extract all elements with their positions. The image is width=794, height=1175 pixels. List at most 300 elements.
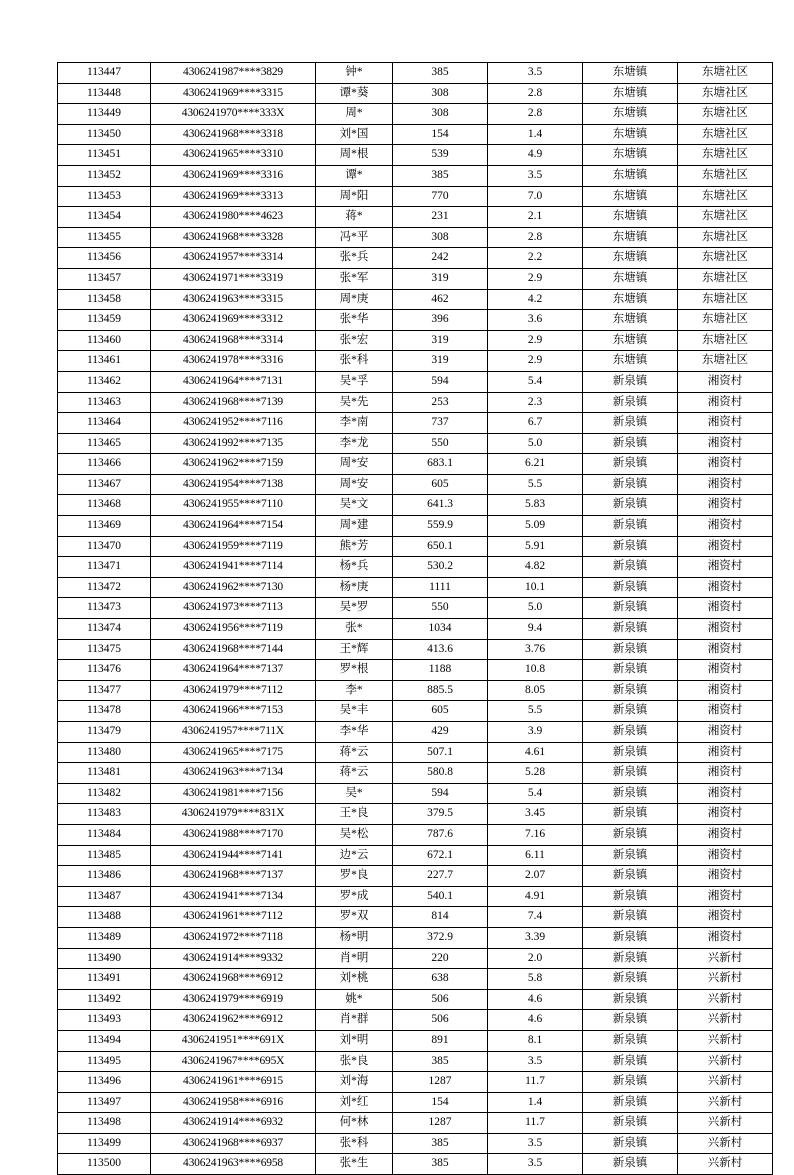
cell-rate: 5.0 [488, 598, 583, 619]
cell-town: 新泉镇 [583, 989, 678, 1010]
table-row [58, 371, 773, 392]
cell-town: 新泉镇 [583, 907, 678, 928]
cell-rate: 4.91 [488, 886, 583, 907]
cell-village: 湘资村 [678, 536, 773, 557]
cell-seq: 113452 [58, 165, 151, 186]
cell-name: 王*良 [316, 804, 393, 825]
cell-name: 罗*成 [316, 886, 393, 907]
cell-rate: 5.5 [488, 474, 583, 495]
cell-seq: 113481 [58, 763, 151, 784]
table-row [58, 742, 773, 763]
cell-rate: 2.2 [488, 248, 583, 269]
cell-amount: 154 [393, 124, 488, 145]
table-row [58, 1133, 773, 1154]
cell-id: 4306241951****691X [151, 1030, 316, 1051]
cell-village: 兴新村 [678, 1133, 773, 1154]
cell-amount: 737 [393, 413, 488, 434]
cell-village: 兴新村 [678, 1010, 773, 1031]
cell-town: 新泉镇 [583, 701, 678, 722]
cell-seq: 113464 [58, 413, 151, 434]
cell-amount: 1034 [393, 619, 488, 640]
cell-id: 4306241914****9332 [151, 948, 316, 969]
table-row [58, 289, 773, 310]
cell-seq: 113472 [58, 577, 151, 598]
cell-rate: 7.16 [488, 824, 583, 845]
cell-village: 东塘社区 [678, 330, 773, 351]
cell-name: 张*兵 [316, 248, 393, 269]
cell-id: 4306241957****3314 [151, 248, 316, 269]
cell-name: 蒋* [316, 207, 393, 228]
cell-town: 东塘镇 [583, 104, 678, 125]
cell-seq: 113495 [58, 1051, 151, 1072]
table-row [58, 433, 773, 454]
table-row [58, 454, 773, 475]
cell-village: 兴新村 [678, 1092, 773, 1113]
cell-id: 4306241981****7156 [151, 783, 316, 804]
cell-amount: 891 [393, 1030, 488, 1051]
cell-amount: 308 [393, 104, 488, 125]
cell-town: 新泉镇 [583, 371, 678, 392]
cell-name: 杨*庚 [316, 577, 393, 598]
cell-id: 4306241963****3315 [151, 289, 316, 310]
table-row [58, 145, 773, 166]
cell-id: 4306241965****7175 [151, 742, 316, 763]
table-row [58, 722, 773, 743]
cell-town: 东塘镇 [583, 248, 678, 269]
cell-name: 张*宏 [316, 330, 393, 351]
cell-id: 4306241968****7144 [151, 639, 316, 660]
cell-town: 东塘镇 [583, 268, 678, 289]
cell-town: 新泉镇 [583, 413, 678, 434]
cell-village: 湘资村 [678, 824, 773, 845]
cell-seq: 113500 [58, 1154, 151, 1175]
cell-rate: 4.6 [488, 989, 583, 1010]
cell-seq: 113453 [58, 186, 151, 207]
cell-village: 湘资村 [678, 680, 773, 701]
cell-village: 东塘社区 [678, 104, 773, 125]
cell-town: 新泉镇 [583, 1051, 678, 1072]
cell-rate: 8.1 [488, 1030, 583, 1051]
cell-rate: 4.2 [488, 289, 583, 310]
cell-village: 湘资村 [678, 516, 773, 537]
cell-id: 4306241968****6937 [151, 1133, 316, 1154]
cell-name: 罗*良 [316, 866, 393, 887]
table-row [58, 63, 773, 84]
cell-village: 湘资村 [678, 474, 773, 495]
cell-name: 杨*明 [316, 927, 393, 948]
table-row [58, 557, 773, 578]
cell-seq: 113494 [58, 1030, 151, 1051]
cell-seq: 113473 [58, 598, 151, 619]
cell-rate: 5.0 [488, 433, 583, 454]
cell-rate: 2.8 [488, 83, 583, 104]
table-row [58, 783, 773, 804]
cell-id: 4306241958****6916 [151, 1092, 316, 1113]
table-row [58, 907, 773, 928]
cell-town: 东塘镇 [583, 186, 678, 207]
cell-id: 4306241941****7134 [151, 886, 316, 907]
cell-amount: 540.1 [393, 886, 488, 907]
cell-town: 新泉镇 [583, 454, 678, 475]
table-row [58, 619, 773, 640]
cell-id: 4306241979****831X [151, 804, 316, 825]
cell-rate: 3.76 [488, 639, 583, 660]
cell-seq: 113461 [58, 351, 151, 372]
cell-seq: 113470 [58, 536, 151, 557]
table-row [58, 104, 773, 125]
cell-name: 李*华 [316, 722, 393, 743]
cell-amount: 308 [393, 227, 488, 248]
cell-village: 东塘社区 [678, 289, 773, 310]
cell-seq: 113491 [58, 969, 151, 990]
cell-id: 4306241968****3314 [151, 330, 316, 351]
cell-name: 吴*文 [316, 495, 393, 516]
cell-amount: 672.1 [393, 845, 488, 866]
cell-rate: 3.5 [488, 1133, 583, 1154]
cell-amount: 429 [393, 722, 488, 743]
cell-id: 4306241978****3316 [151, 351, 316, 372]
cell-id: 4306241968****6912 [151, 969, 316, 990]
cell-id: 4306241964****7154 [151, 516, 316, 537]
cell-amount: 1287 [393, 1113, 488, 1134]
cell-id: 4306241980****4623 [151, 207, 316, 228]
cell-amount: 319 [393, 330, 488, 351]
cell-town: 东塘镇 [583, 351, 678, 372]
cell-id: 4306241961****6915 [151, 1072, 316, 1093]
table-row [58, 969, 773, 990]
cell-seq: 113477 [58, 680, 151, 701]
cell-amount: 319 [393, 351, 488, 372]
cell-name: 吴*罗 [316, 598, 393, 619]
cell-seq: 113493 [58, 1010, 151, 1031]
cell-amount: 814 [393, 907, 488, 928]
table-row [58, 268, 773, 289]
table-row [58, 1010, 773, 1031]
cell-amount: 385 [393, 1154, 488, 1175]
cell-village: 湘资村 [678, 433, 773, 454]
table-row [58, 474, 773, 495]
cell-name: 李*龙 [316, 433, 393, 454]
cell-town: 新泉镇 [583, 927, 678, 948]
table-row [58, 1154, 773, 1175]
cell-name: 张*生 [316, 1154, 393, 1175]
cell-seq: 113456 [58, 248, 151, 269]
table-row [58, 310, 773, 331]
cell-seq: 113467 [58, 474, 151, 495]
table-row [58, 804, 773, 825]
cell-name: 刘*红 [316, 1092, 393, 1113]
cell-village: 湘资村 [678, 454, 773, 475]
cell-amount: 507.1 [393, 742, 488, 763]
cell-rate: 11.7 [488, 1113, 583, 1134]
cell-rate: 6.21 [488, 454, 583, 475]
cell-town: 东塘镇 [583, 83, 678, 104]
cell-rate: 5.4 [488, 783, 583, 804]
cell-id: 4306241987****3829 [151, 63, 316, 84]
cell-seq: 113486 [58, 866, 151, 887]
cell-town: 新泉镇 [583, 866, 678, 887]
table-row [58, 639, 773, 660]
cell-amount: 308 [393, 83, 488, 104]
cell-seq: 113450 [58, 124, 151, 145]
cell-town: 东塘镇 [583, 330, 678, 351]
cell-name: 刘*明 [316, 1030, 393, 1051]
cell-seq: 113465 [58, 433, 151, 454]
cell-town: 新泉镇 [583, 474, 678, 495]
cell-town: 新泉镇 [583, 516, 678, 537]
table-row [58, 227, 773, 248]
cell-village: 湘资村 [678, 804, 773, 825]
table-row [58, 1092, 773, 1113]
cell-name: 吴*丰 [316, 701, 393, 722]
cell-town: 新泉镇 [583, 495, 678, 516]
cell-id: 4306241941****7114 [151, 557, 316, 578]
cell-seq: 113478 [58, 701, 151, 722]
cell-name: 吴*松 [316, 824, 393, 845]
cell-seq: 113459 [58, 310, 151, 331]
cell-seq: 113498 [58, 1113, 151, 1134]
cell-village: 兴新村 [678, 1030, 773, 1051]
cell-name: 刘*桃 [316, 969, 393, 990]
cell-amount: 385 [393, 1051, 488, 1072]
cell-rate: 3.5 [488, 165, 583, 186]
cell-seq: 113499 [58, 1133, 151, 1154]
cell-town: 东塘镇 [583, 165, 678, 186]
cell-id: 4306241963****6958 [151, 1154, 316, 1175]
cell-amount: 227.7 [393, 866, 488, 887]
cell-name: 谭* [316, 165, 393, 186]
table-row [58, 186, 773, 207]
cell-amount: 319 [393, 268, 488, 289]
cell-amount: 1188 [393, 660, 488, 681]
cell-amount: 770 [393, 186, 488, 207]
cell-town: 东塘镇 [583, 145, 678, 166]
cell-rate: 2.9 [488, 268, 583, 289]
table-row [58, 577, 773, 598]
cell-id: 4306241973****7113 [151, 598, 316, 619]
cell-village: 湘资村 [678, 598, 773, 619]
cell-id: 4306241914****6932 [151, 1113, 316, 1134]
table-row [58, 536, 773, 557]
cell-id: 4306241970****333X [151, 104, 316, 125]
cell-town: 新泉镇 [583, 722, 678, 743]
table-row [58, 495, 773, 516]
cell-name: 吴*孚 [316, 371, 393, 392]
cell-id: 4306241966****7153 [151, 701, 316, 722]
table-row [58, 948, 773, 969]
cell-rate: 10.1 [488, 577, 583, 598]
cell-town: 新泉镇 [583, 804, 678, 825]
table-row [58, 660, 773, 681]
cell-rate: 8.05 [488, 680, 583, 701]
cell-rate: 6.7 [488, 413, 583, 434]
table-row [58, 351, 773, 372]
cell-amount: 385 [393, 63, 488, 84]
cell-seq: 113497 [58, 1092, 151, 1113]
cell-amount: 605 [393, 474, 488, 495]
cell-rate: 3.45 [488, 804, 583, 825]
cell-rate: 1.4 [488, 1092, 583, 1113]
cell-amount: 594 [393, 783, 488, 804]
cell-id: 4306241969****3312 [151, 310, 316, 331]
cell-rate: 4.82 [488, 557, 583, 578]
cell-town: 东塘镇 [583, 207, 678, 228]
table-row [58, 1030, 773, 1051]
cell-amount: 462 [393, 289, 488, 310]
cell-id: 4306241961****7112 [151, 907, 316, 928]
cell-id: 4306241969****3315 [151, 83, 316, 104]
cell-seq: 113496 [58, 1072, 151, 1093]
cell-village: 东塘社区 [678, 186, 773, 207]
cell-name: 周*根 [316, 145, 393, 166]
table-row [58, 989, 773, 1010]
cell-village: 东塘社区 [678, 207, 773, 228]
cell-seq: 113492 [58, 989, 151, 1010]
cell-rate: 4.61 [488, 742, 583, 763]
cell-village: 湘资村 [678, 495, 773, 516]
cell-name: 李*南 [316, 413, 393, 434]
cell-seq: 113455 [58, 227, 151, 248]
table-row [58, 1051, 773, 1072]
cell-rate: 4.9 [488, 145, 583, 166]
cell-seq: 113489 [58, 927, 151, 948]
cell-name: 肖*明 [316, 948, 393, 969]
cell-seq: 113483 [58, 804, 151, 825]
cell-rate: 3.39 [488, 927, 583, 948]
cell-rate: 2.3 [488, 392, 583, 413]
cell-amount: 683.1 [393, 454, 488, 475]
table-row [58, 124, 773, 145]
cell-seq: 113480 [58, 742, 151, 763]
cell-name: 周*庚 [316, 289, 393, 310]
cell-village: 湘资村 [678, 927, 773, 948]
cell-town: 东塘镇 [583, 124, 678, 145]
cell-town: 新泉镇 [583, 1113, 678, 1134]
cell-village: 东塘社区 [678, 145, 773, 166]
table-row [58, 845, 773, 866]
cell-town: 新泉镇 [583, 886, 678, 907]
table-row [58, 1072, 773, 1093]
cell-village: 东塘社区 [678, 268, 773, 289]
cell-rate: 5.09 [488, 516, 583, 537]
cell-village: 湘资村 [678, 701, 773, 722]
table-row [58, 680, 773, 701]
cell-id: 4306241965****3310 [151, 145, 316, 166]
cell-name: 吴* [316, 783, 393, 804]
cell-name: 李* [316, 680, 393, 701]
cell-amount: 220 [393, 948, 488, 969]
cell-seq: 113475 [58, 639, 151, 660]
cell-name: 张*科 [316, 1133, 393, 1154]
cell-amount: 413.6 [393, 639, 488, 660]
cell-rate: 10.8 [488, 660, 583, 681]
cell-name: 周*安 [316, 474, 393, 495]
cell-id: 4306241957****711X [151, 722, 316, 743]
cell-id: 4306241979****6919 [151, 989, 316, 1010]
cell-town: 新泉镇 [583, 742, 678, 763]
cell-name: 张* [316, 619, 393, 640]
table-row [58, 330, 773, 351]
cell-rate: 7.4 [488, 907, 583, 928]
cell-town: 新泉镇 [583, 680, 678, 701]
cell-id: 4306241955****7110 [151, 495, 316, 516]
cell-village: 兴新村 [678, 989, 773, 1010]
cell-name: 刘*海 [316, 1072, 393, 1093]
cell-seq: 113457 [58, 268, 151, 289]
cell-id: 4306241972****7118 [151, 927, 316, 948]
cell-rate: 2.9 [488, 330, 583, 351]
cell-rate: 7.0 [488, 186, 583, 207]
cell-seq: 113460 [58, 330, 151, 351]
cell-rate: 5.91 [488, 536, 583, 557]
cell-town: 新泉镇 [583, 845, 678, 866]
cell-village: 东塘社区 [678, 227, 773, 248]
cell-name: 边*云 [316, 845, 393, 866]
cell-amount: 253 [393, 392, 488, 413]
cell-seq: 113468 [58, 495, 151, 516]
cell-amount: 594 [393, 371, 488, 392]
cell-village: 湘资村 [678, 866, 773, 887]
cell-id: 4306241968****3328 [151, 227, 316, 248]
cell-id: 4306241964****7131 [151, 371, 316, 392]
cell-seq: 113488 [58, 907, 151, 928]
table-row [58, 83, 773, 104]
cell-town: 新泉镇 [583, 660, 678, 681]
cell-name: 周*阳 [316, 186, 393, 207]
cell-seq: 113474 [58, 619, 151, 640]
cell-name: 冯*平 [316, 227, 393, 248]
cell-village: 湘资村 [678, 413, 773, 434]
cell-town: 东塘镇 [583, 63, 678, 84]
table-row [58, 207, 773, 228]
cell-seq: 113462 [58, 371, 151, 392]
cell-name: 罗*根 [316, 660, 393, 681]
cell-village: 东塘社区 [678, 310, 773, 331]
cell-name: 肖*群 [316, 1010, 393, 1031]
cell-rate: 5.28 [488, 763, 583, 784]
cell-rate: 2.8 [488, 227, 583, 248]
cell-town: 新泉镇 [583, 1133, 678, 1154]
cell-rate: 2.8 [488, 104, 583, 125]
cell-id: 4306241954****7138 [151, 474, 316, 495]
cell-seq: 113479 [58, 722, 151, 743]
cell-rate: 2.1 [488, 207, 583, 228]
cell-seq: 113463 [58, 392, 151, 413]
cell-village: 湘资村 [678, 557, 773, 578]
cell-id: 4306241967****695X [151, 1051, 316, 1072]
cell-amount: 550 [393, 598, 488, 619]
cell-village: 湘资村 [678, 783, 773, 804]
cell-name: 张*华 [316, 310, 393, 331]
cell-name: 张*军 [316, 268, 393, 289]
cell-seq: 113451 [58, 145, 151, 166]
cell-id: 4306241988****7170 [151, 824, 316, 845]
cell-town: 新泉镇 [583, 1154, 678, 1175]
cell-village: 湘资村 [678, 577, 773, 598]
cell-amount: 650.1 [393, 536, 488, 557]
cell-town: 新泉镇 [583, 392, 678, 413]
cell-seq: 113485 [58, 845, 151, 866]
cell-amount: 396 [393, 310, 488, 331]
cell-name: 何*林 [316, 1113, 393, 1134]
cell-name: 张*良 [316, 1051, 393, 1072]
cell-id: 4306241979****7112 [151, 680, 316, 701]
cell-seq: 113469 [58, 516, 151, 537]
cell-amount: 379.5 [393, 804, 488, 825]
cell-town: 东塘镇 [583, 310, 678, 331]
cell-town: 新泉镇 [583, 639, 678, 660]
cell-name: 姚* [316, 989, 393, 1010]
